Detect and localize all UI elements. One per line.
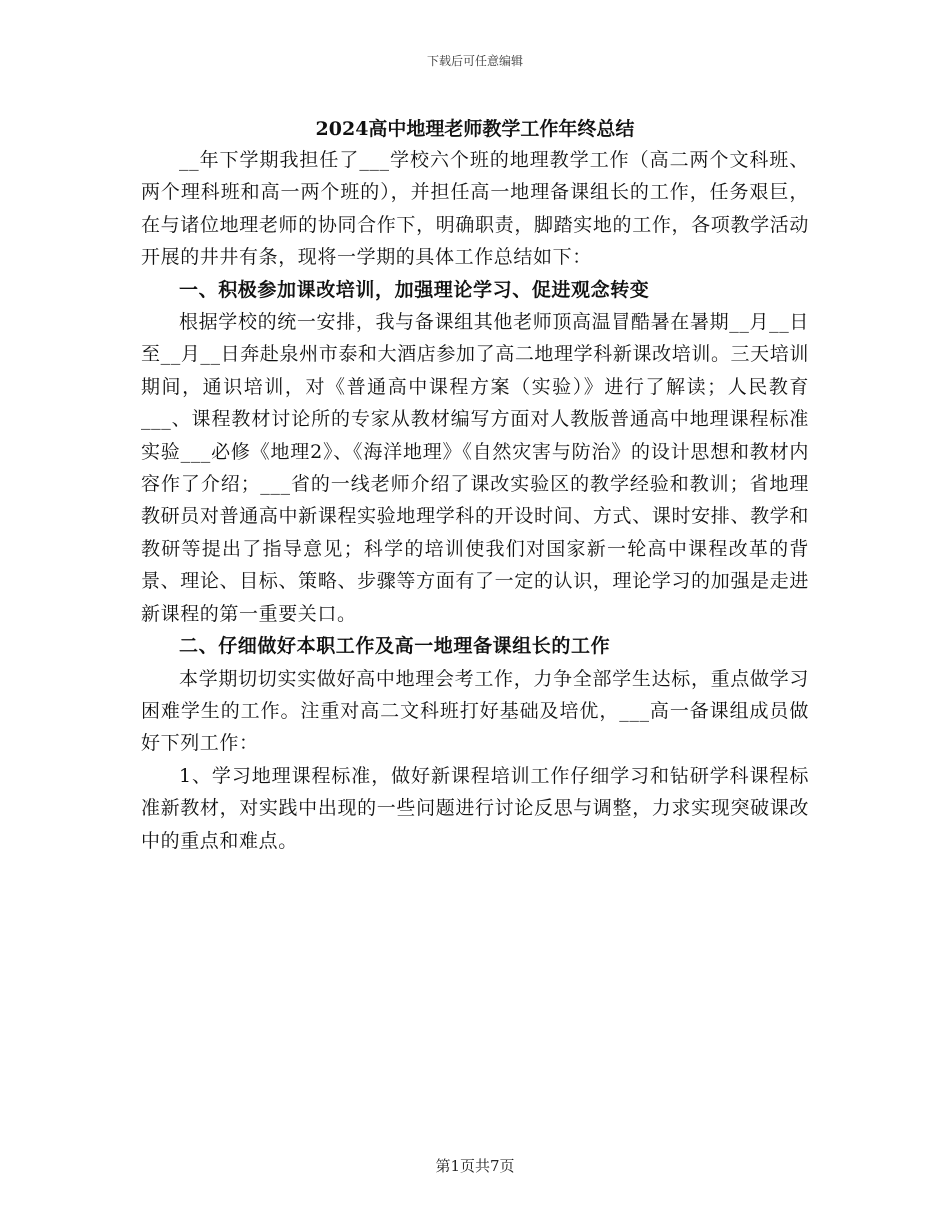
section-1-heading: 一、积极参加课改培训，加强理论学习、促进观念转变 (179, 278, 650, 301)
section-2-heading: 二、仔细做好本职工作及高一地理备课组长的工作 (179, 635, 611, 658)
intro-paragraph: __年下学期我担任了___学校六个班的地理教学工作（高二两个文科班、两个理科班和高一两个班的），并担任高一地理备课组长的工作，任务艰巨，在与诸位地理老师的协同合作下，明确职责，脚踏实地的工作，各项教学活动开展的井井有条，现将一学期的具体工作总结如下： (141, 149, 809, 269)
document-title: 2024高中地理老师教学工作年终总结 (315, 118, 635, 140)
document-body (141, 114, 809, 857)
page-header-note: 下载后可任意编辑 (426, 54, 523, 68)
section-1-paragraph: 根据学校的统一安排，我与备课组其他老师顶高温冒酷暑在暑期__月__日至__月__日奔赴泉州市泰和大酒店参加了高二地理学科新课改培训。三天培训期间，通识培训，对《普通高中课程方案（实验）》进行了解读；人民教育___、课程教材讨论所的专家从教材编写方面对人教版普通高中地理课程标准实验___必修《地理2》、《海洋地理》《自然灾害与防治》的设计思想和教材内容作了介绍；___省的一线老师介绍了课改实验区的教学经验和教训；省地理教研员对普通高中新课程实验地理学科的开设时间、方式、课时安排、教学和教研等提出了指导意见；科学的培训使我们对国家新一轮高中课程改革的背景、理论、目标、策略、步骤等方面有了一定的认识，理论学习的加强是走进新课程的第一重要关口。 (141, 311, 809, 625)
page-number: 第1页共7页 (435, 1157, 515, 1175)
section-2-paragraph: 本学期切切实实做好高中地理会考工作，力争全部学生达标，重点做学习困难学生的工作。注重对高二文科班打好基础及培优，___高一备课组成员做好下列工作： (141, 667, 809, 755)
list-item-1: 1、学习地理课程标准，做好新课程培训工作仔细学习和钻研学科课程标准新教材，对实践中出现的一些问题进行讨论反思与调整，力求实现突破课改中的重点和难点。 (141, 764, 809, 852)
